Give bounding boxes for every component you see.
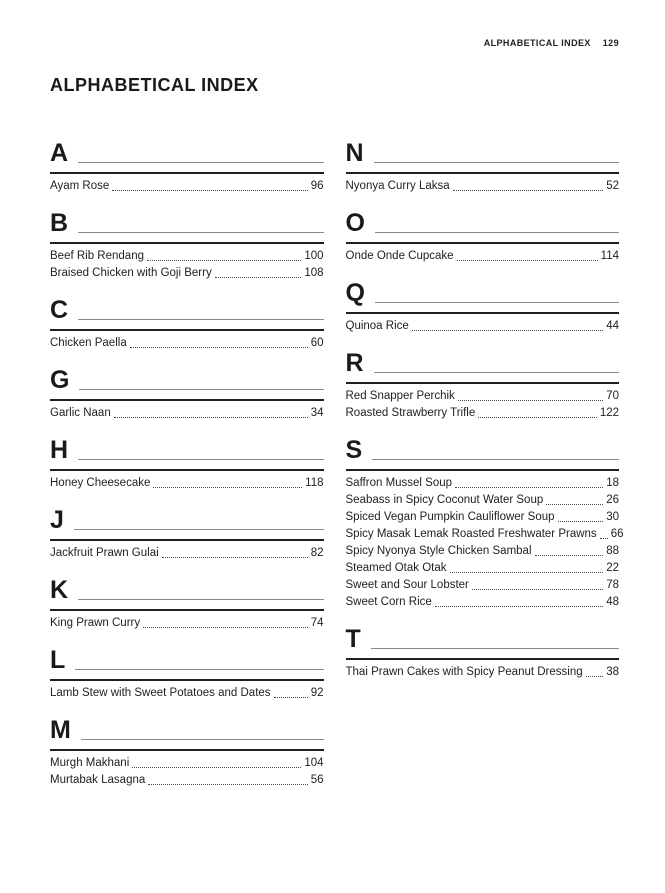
entry-name: Murgh Makhani: [50, 757, 130, 769]
dot-leader: [450, 572, 604, 573]
section-letter-row: [50, 648, 324, 681]
entry-name: Jackfruit Prawn Gulai: [50, 547, 159, 559]
section-letter: T: [345, 625, 361, 653]
section-letter: M: [50, 716, 71, 744]
dot-leader: [274, 697, 308, 698]
section-entries: [50, 475, 324, 492]
index-section-b: [50, 211, 324, 282]
entry-page-number: 100: [304, 250, 324, 262]
entry-name: Spiced Vegan Pumpkin Cauliflower Soup: [345, 511, 555, 523]
index-entry: [50, 265, 324, 282]
dot-leader: [143, 627, 308, 628]
section-letter-rule: [375, 302, 619, 303]
dot-leader: [162, 557, 308, 558]
section-letter-rule: [78, 232, 323, 233]
entry-name: Nyonya Curry Laksa: [345, 180, 450, 192]
entry-name: Sweet and Sour Lobster: [345, 579, 469, 591]
index-entry: [346, 405, 620, 422]
entry-name: Sweet Corn Rice: [345, 596, 432, 608]
dot-leader: [132, 767, 301, 768]
section-entries: [50, 405, 324, 422]
section-letter-row: [346, 438, 620, 471]
dot-leader: [130, 347, 308, 348]
index-entry: [50, 772, 324, 789]
entry-page-number: 104: [304, 757, 324, 769]
entry-page-number: 44: [606, 320, 619, 332]
section-letter: O: [345, 209, 365, 237]
section-letter-row: [50, 438, 324, 471]
entry-page-number: 30: [606, 511, 619, 523]
section-entries: [346, 178, 620, 195]
index-entry: [346, 577, 620, 594]
section-letter-row: [50, 298, 324, 331]
entry-name: Red Snapper Perchik: [345, 390, 455, 402]
index-entry: [346, 509, 620, 526]
index-entry: [50, 248, 324, 265]
section-letter-rule: [371, 648, 619, 649]
entry-page-number: 70: [606, 390, 619, 402]
section-letter-row: [50, 578, 324, 611]
entry-name: Murtabak Lasagna: [50, 774, 146, 786]
section-letter-row: [346, 627, 620, 660]
dot-leader: [147, 260, 301, 261]
page-title: ALPHABETICAL INDEX: [50, 75, 259, 95]
section-entries: [346, 664, 620, 681]
entry-page-number: 38: [606, 666, 619, 678]
index-section-h: [50, 438, 324, 492]
section-letter: B: [50, 209, 69, 237]
section-letter-rule: [75, 669, 323, 670]
entry-name: Lamb Stew with Sweet Potatoes and Dates: [50, 687, 271, 699]
dot-leader: [546, 504, 603, 505]
section-letter-row: [50, 368, 324, 401]
section-letter-rule: [374, 372, 619, 373]
section-entries: [50, 615, 324, 632]
entry-page-number: 18: [606, 477, 619, 489]
dot-leader: [215, 277, 302, 278]
entry-page-number: 34: [310, 407, 324, 419]
entry-page-number: 52: [606, 180, 619, 192]
section-entries: [50, 178, 324, 195]
running-header: [50, 38, 619, 48]
index-section-l: [50, 648, 324, 702]
section-letter: K: [50, 576, 69, 604]
index-column-right: [345, 139, 624, 805]
section-letter-row: [50, 141, 324, 174]
section-entries: [50, 545, 324, 562]
entry-page-number: 118: [305, 477, 324, 489]
dot-leader: [458, 400, 603, 401]
index-section-q: [346, 281, 620, 335]
dot-leader: [114, 417, 308, 418]
section-entries: [346, 388, 620, 422]
entry-name: Braised Chicken with Goji Berry: [50, 267, 212, 279]
index-entry: [346, 492, 620, 509]
running-header-title: ALPHABETICAL INDEX: [483, 38, 591, 48]
entry-name: Beef Rib Rendang: [50, 250, 144, 262]
index-entry: [50, 178, 324, 195]
section-letter-rule: [372, 459, 619, 460]
entry-name: Quinoa Rice: [345, 320, 409, 332]
section-entries: [345, 475, 624, 611]
section-letter: C: [50, 296, 69, 324]
dot-leader: [435, 606, 603, 607]
index-entry: [50, 405, 324, 422]
section-letter: L: [50, 646, 66, 674]
index-entry: [346, 318, 620, 335]
section-letter-row: [346, 351, 620, 384]
entry-name: Seabass in Spicy Coconut Water Soup: [345, 494, 544, 506]
dot-leader: [478, 417, 597, 418]
entry-page-number: 108: [304, 267, 324, 279]
entry-name: Spicy Nyonya Style Chicken Sambal: [345, 545, 532, 557]
index-section-r: [346, 351, 620, 422]
index-section-k: [50, 578, 324, 632]
entry-name: Ayam Rose: [50, 180, 110, 192]
section-letter-row: [50, 718, 324, 751]
running-header-page-number: 129: [602, 38, 619, 48]
index-entry: [346, 475, 620, 492]
section-letter-row: [50, 211, 324, 244]
entry-page-number: 82: [310, 547, 324, 559]
index-entry: [346, 178, 620, 195]
section-entries: [50, 248, 324, 282]
entry-name: Thai Prawn Cakes with Spicy Peanut Dressing: [345, 666, 583, 678]
index-section-a: [50, 141, 324, 195]
dot-leader: [153, 487, 302, 488]
index-section-s: [345, 436, 624, 611]
index-section-n: [346, 141, 620, 195]
index-entry: [50, 685, 324, 702]
section-letter-rule: [79, 389, 323, 390]
index-entry: [346, 594, 620, 611]
entry-page-number: 22: [606, 562, 619, 574]
entry-page-number: 26: [606, 494, 619, 506]
index-entry: [346, 560, 620, 577]
entry-page-number: 96: [310, 180, 324, 192]
section-letter-row: [50, 508, 324, 541]
index-entry: [346, 248, 620, 265]
section-letter-rule: [78, 162, 323, 163]
entry-page-number: 74: [310, 617, 324, 629]
section-letter-rule: [81, 739, 324, 740]
dot-leader: [535, 555, 604, 556]
entry-name: King Prawn Curry: [50, 617, 141, 629]
entry-page-number: 92: [310, 687, 324, 699]
index-entry: [50, 755, 324, 772]
index-entry: [50, 475, 324, 492]
section-entries: [50, 685, 324, 702]
section-letter: S: [345, 436, 363, 464]
dot-leader: [457, 260, 598, 261]
entry-page-number: 122: [599, 407, 619, 419]
section-letter: H: [50, 436, 69, 464]
dot-leader: [412, 330, 603, 331]
section-letter: N: [345, 139, 364, 167]
entry-page-number: 60: [310, 337, 324, 349]
dot-leader: [558, 521, 604, 522]
dot-leader: [472, 589, 603, 590]
index-columns: [50, 139, 624, 805]
dot-leader: [586, 676, 604, 677]
index-section-g: [50, 368, 324, 422]
section-letter: G: [50, 366, 70, 394]
dot-leader: [148, 784, 307, 785]
entry-name: Onde Onde Cupcake: [345, 250, 454, 262]
entry-page-number: 56: [310, 774, 324, 786]
index-entry: [346, 388, 620, 405]
section-entries: [346, 248, 620, 265]
index-entry: [50, 615, 324, 632]
entry-name: Steamed Otak Otak: [345, 562, 447, 574]
section-letter-rule: [78, 459, 323, 460]
dot-leader: [453, 190, 604, 191]
entry-name: Roasted Strawberry Trifle: [345, 407, 476, 419]
section-letter-rule: [78, 599, 323, 600]
section-letter-rule: [374, 162, 619, 163]
index-entry: [346, 543, 620, 560]
entry-page-number: 78: [606, 579, 619, 591]
entry-name: Spicy Masak Lemak Roasted Freshwater Prawns: [345, 528, 597, 540]
entry-page-number: 66: [610, 528, 624, 540]
section-entries: [50, 335, 324, 352]
entry-name: Chicken Paella: [50, 337, 127, 349]
index-section-c: [50, 298, 324, 352]
section-letter: Q: [345, 279, 365, 307]
section-letter-row: [346, 281, 620, 314]
index-entry: [346, 664, 620, 681]
section-letter: A: [50, 139, 69, 167]
section-letter-row: [346, 211, 620, 244]
index-entry: [345, 526, 624, 543]
dot-leader: [112, 190, 307, 191]
entry-name: Honey Cheesecake: [50, 477, 151, 489]
index-entry: [50, 545, 324, 562]
dot-leader: [600, 538, 608, 539]
index-section-j: [50, 508, 324, 562]
index-section-m: [50, 718, 324, 789]
entry-name: Saffron Mussel Soup: [345, 477, 453, 489]
entry-name: Garlic Naan: [50, 407, 111, 419]
section-letter-row: [346, 141, 620, 174]
section-letter-rule: [74, 529, 324, 530]
dot-leader: [455, 487, 603, 488]
section-entries: [50, 755, 324, 789]
index-entry: [50, 335, 324, 352]
section-letter: J: [50, 506, 64, 534]
entry-page-number: 114: [600, 250, 619, 262]
section-letter-rule: [78, 319, 323, 320]
index-section-t: [346, 627, 620, 681]
entry-page-number: 88: [606, 545, 619, 557]
index-column-left: [50, 141, 324, 805]
entry-page-number: 48: [606, 596, 619, 608]
index-section-o: [346, 211, 620, 265]
section-letter: R: [345, 349, 364, 377]
section-entries: [346, 318, 620, 335]
section-letter-rule: [375, 232, 619, 233]
